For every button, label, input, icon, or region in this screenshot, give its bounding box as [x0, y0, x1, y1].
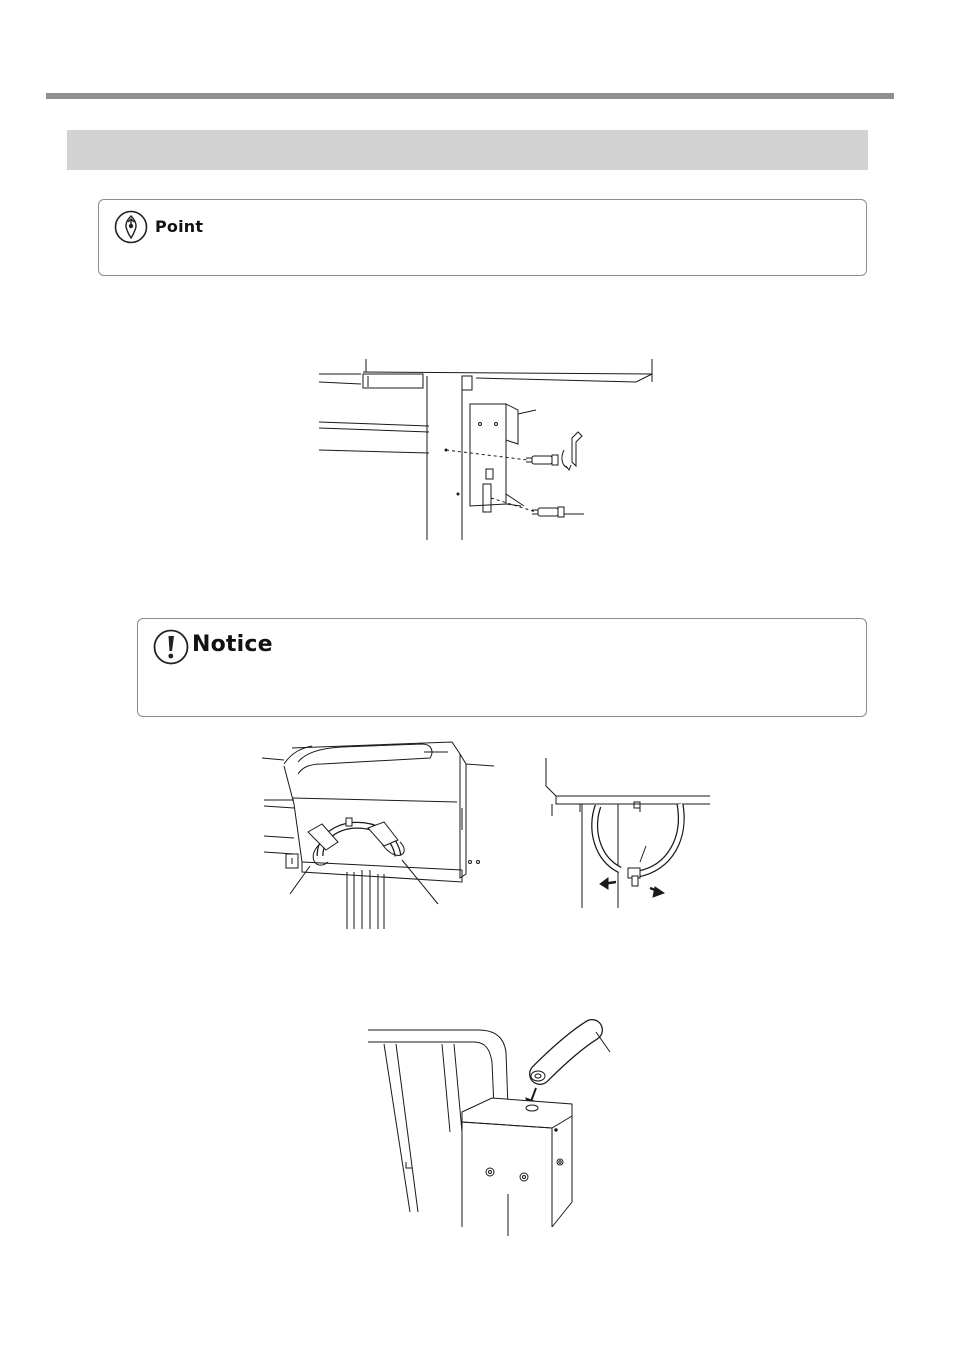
section-title-bar [67, 130, 868, 170]
pen-nib-icon [114, 210, 148, 244]
notice-callout [137, 618, 867, 717]
hose-joint-illustration [540, 758, 715, 908]
hose-clamp-illustration [262, 744, 497, 929]
bracket-mounting-illustration [316, 354, 656, 544]
point-callout [98, 199, 867, 276]
header-rule [46, 93, 894, 99]
point-label: Point [155, 217, 204, 236]
notice-label: Notice [192, 632, 273, 657]
exclamation-icon [153, 629, 189, 665]
drain-bottle-illustration [366, 1022, 610, 1237]
